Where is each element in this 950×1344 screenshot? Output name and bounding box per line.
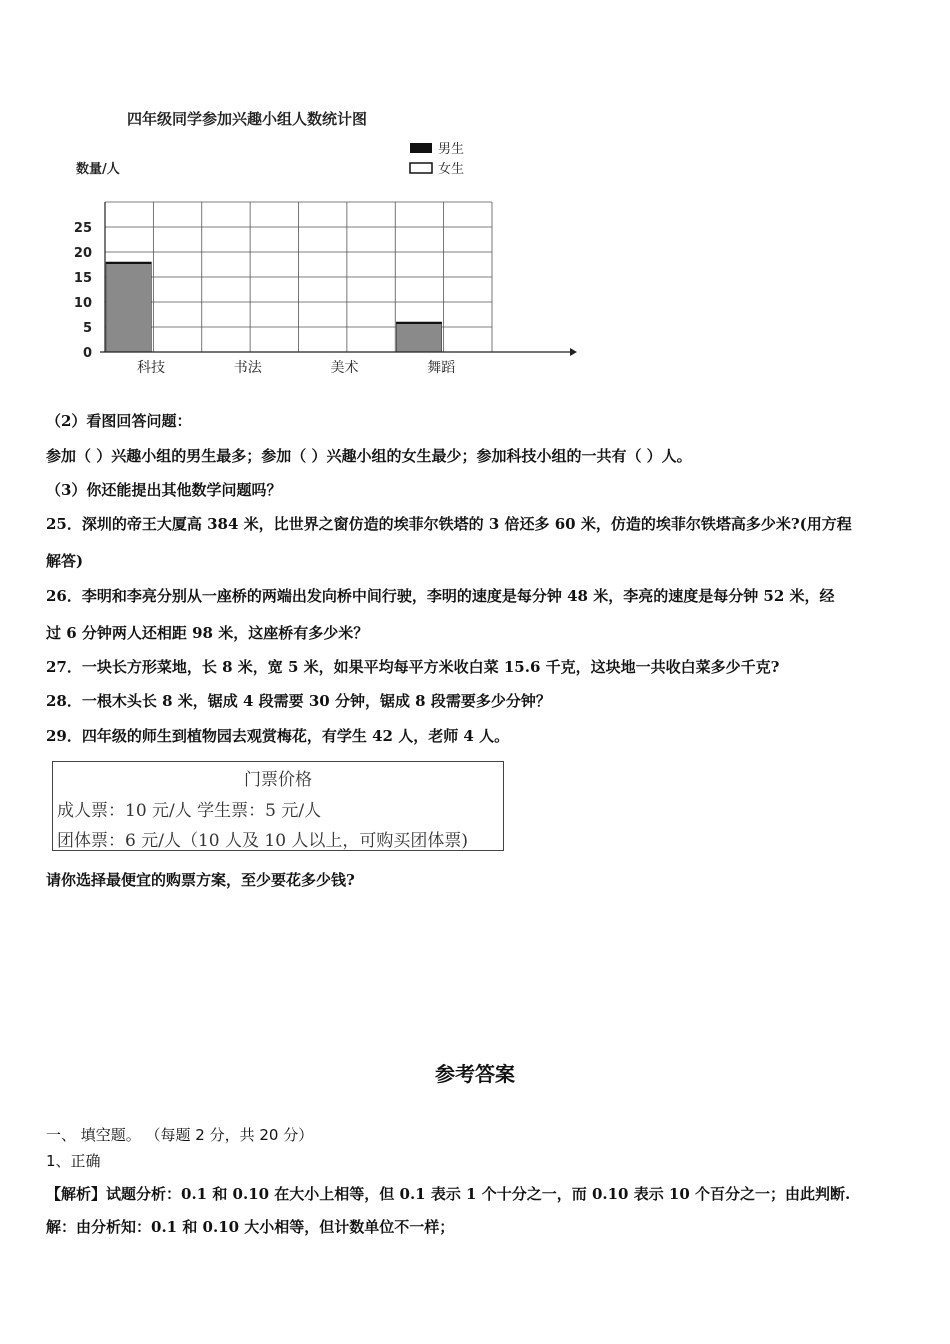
ticket-price-box xyxy=(52,761,504,851)
legend-swatch-girls xyxy=(410,163,432,173)
chart-bars xyxy=(106,262,442,352)
bar-男生-科技 xyxy=(106,262,151,352)
answers-title: 参考答案 xyxy=(435,1062,515,1086)
y-tick-label: 5 xyxy=(82,321,92,336)
q25-line1: 25．深圳的帝王大厦高 384 米，比世界之窗仿造的埃菲尔铁塔的 3 倍还多 60 米，仿造的埃菲尔铁塔高多少米?(用方程 xyxy=(46,515,852,533)
q26-line2: 过 6 分钟两人还相距 98 米，这座桥有多少米？ xyxy=(46,624,369,642)
q28: 28．一根木头长 8 米，锯成 4 段需要 30 分钟，锯成 8 段需要多少分钟？ xyxy=(46,692,551,710)
q29: 29．四年级的师生到植物园去观赏梅花，有学生 42 人，老师 4 人。 xyxy=(46,727,510,745)
answer-1-analysis: 【解析】试题分析：0.1 和 0.10 在大小上相等，但 0.1 表示 1 个十分之一，而 0.10 表示 10 个百分之一；由此判断. xyxy=(46,1185,851,1203)
answers-section: 一、 填空题。 （每题 2 分，共 20 分） xyxy=(46,1126,314,1144)
legend-label-girls: 女生 xyxy=(438,162,465,177)
y-tick-label: 0 xyxy=(82,346,92,361)
y-tick-label: 15 xyxy=(73,271,92,286)
answer-1: 1、正确 xyxy=(46,1152,101,1170)
q25-line2: 解答) xyxy=(46,552,84,570)
x-category-label: 科技 xyxy=(136,360,165,376)
answer-1-solution: 解：由分析知：0.1 和 0.10 大小相等，但计数单位不一样； xyxy=(46,1218,455,1236)
y-tick-label: 10 xyxy=(73,296,92,311)
x-category-label: 舞蹈 xyxy=(427,360,456,376)
chart-title: 四年级同学参加兴趣小组人数统计图 xyxy=(127,110,368,128)
chart-xlabels xyxy=(137,359,455,376)
chart-ylabel: 数量/人 xyxy=(76,162,120,177)
q2-body: 参加（ ）兴趣小组的男生最多；参加（ ）兴趣小组的女生最少；参加科技小组的一共有（ ）人。 xyxy=(46,447,692,465)
bar-男生-舞蹈 xyxy=(396,322,441,352)
legend-swatch-boys xyxy=(410,143,432,153)
x-axis-arrow xyxy=(570,348,577,356)
q26-line1: 26．李明和李亮分别从一座桥的两端出发向桥中间行驶，李明的速度是每分钟 48 米，李亮的速度是每分钟 52 米，经 xyxy=(46,587,835,605)
x-category-label: 美术 xyxy=(330,360,359,376)
ticket-line2: 团体票：6 元/人（10 人及 10 人以上，可购买团体票) xyxy=(57,831,469,851)
chart-yticks xyxy=(74,221,92,361)
q2-head: （2）看图回答问题： xyxy=(46,412,192,430)
legend-label-boys: 男生 xyxy=(438,142,465,157)
q29-ask: 请你选择最便宜的购票方案，至少要花多少钱? xyxy=(46,871,355,889)
interest-group-chart xyxy=(60,100,590,390)
x-category-label: 书法 xyxy=(233,360,262,376)
q27: 27．一块长方形菜地，长 8 米，宽 5 米，如果平均每平方米收白菜 15.6 千克，这块地一共收白菜多少千克? xyxy=(46,658,780,676)
ticket-line1: 成人票：10 元/人 学生票：5 元/人 xyxy=(57,801,322,821)
y-tick-label: 25 xyxy=(73,221,92,236)
q3: （3）你还能提出其他数学问题吗？ xyxy=(46,481,282,499)
ticket-title: 门票价格 xyxy=(244,770,312,790)
y-tick-label: 20 xyxy=(73,246,92,261)
